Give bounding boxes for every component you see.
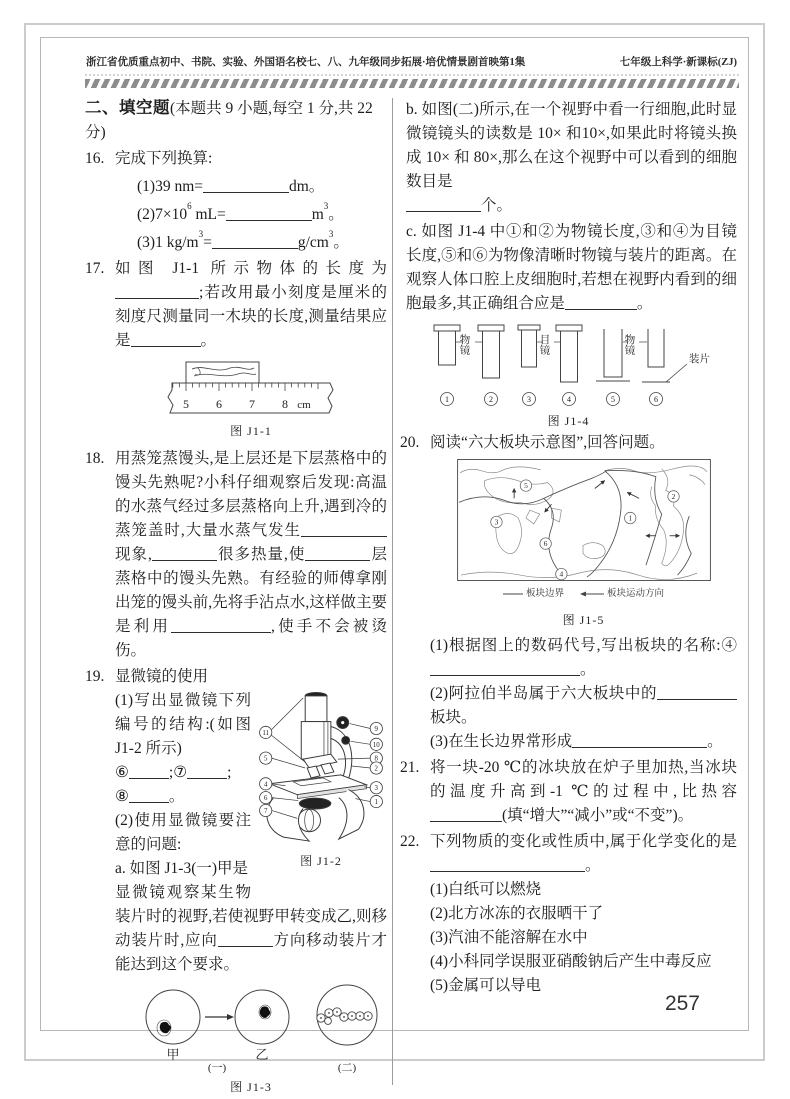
figure-j11 (115, 359, 387, 443)
header-right: 七年级上科学·新课标(ZJ) (619, 57, 737, 68)
svg-text:乙: 乙 (255, 1047, 269, 1062)
svg-text:6: 6 (653, 394, 658, 404)
legend-direction: 板块运动方向 (580, 582, 664, 606)
blank-line (572, 733, 707, 748)
question-17 (85, 257, 387, 445)
section-title-bold: 二、填空题 (85, 98, 170, 117)
plate-map-figure (455, 459, 713, 581)
svg-text:9: 9 (374, 725, 379, 733)
question-16-number: 16. (85, 150, 105, 167)
q19-part1: (1)写出显微镜下列编号的结构:(如图 J1-2 所示) ⑥ ;⑦ ; ⑧ 。 (2)使用显微镜要注意的问题: a. 如图 J1-3(一)甲是 (115, 692, 251, 877)
question-22-number: 22. (400, 833, 420, 850)
svg-text:3: 3 (374, 785, 379, 793)
question-16 (85, 147, 387, 255)
question-21 (400, 756, 737, 828)
question-19 (85, 665, 387, 1099)
svg-text:7: 7 (248, 397, 255, 411)
svg-text:1: 1 (374, 799, 379, 807)
svg-text:3: 3 (494, 517, 498, 527)
svg-text:8: 8 (281, 397, 288, 411)
svg-text:5: 5 (182, 397, 189, 411)
ruler-figure (164, 359, 339, 417)
header-left: 浙江省优质重点初中、书院、实验、外国语名校七、八、九年级同步拓展·培优情景剧首映第1集 (86, 57, 526, 68)
page-number: 257 (664, 992, 700, 1015)
figure-j12-caption: 图 J1-2 (300, 854, 342, 868)
blank-line (565, 295, 637, 310)
wood-block (186, 362, 259, 383)
figure-j15 (430, 459, 737, 632)
q16-sub-1: (1)39 nm= dm。 (137, 178, 325, 195)
question-19-number: 19. (85, 668, 105, 685)
q21-text: 将一块-20 ℃的冰块放在炉子里加热,当冰块的温度升高到-1 ℃的过程中,比热容(填“增大”“减小”或“不变”)。 (430, 759, 737, 824)
question-17-number: 17. (85, 260, 105, 277)
q19-sub-b: b. 如图(二)所示,在一个视野中看一行细胞,此时显微镜镜头的读数是 10× 和10×,如果此时将镜头换成 10× 和 80×,那么在这个视野中可以看到的细胞数目是 个。 (406, 101, 737, 214)
blank-line (212, 234, 298, 249)
q17-text: 如图 J1-1 所示物体的长度为;若改用最小刻度是厘米的刻度尺测量同一木块的长度,测量结果应是 。 (115, 260, 387, 349)
svg-text:目镜: 目镜 (538, 334, 549, 355)
blank-line (152, 546, 217, 561)
svg-text:10: 10 (372, 741, 380, 749)
q22-item-3: (3)汽油不能溶解在水中 (430, 929, 588, 946)
q20-sub-2: (2)阿拉伯半岛属于六大板块中的板块。 (430, 682, 737, 730)
svg-text:4: 4 (263, 781, 268, 789)
svg-text:(二): (二) (337, 1062, 357, 1073)
svg-text:3: 3 (526, 394, 531, 404)
right-column (400, 96, 739, 1099)
svg-text:6: 6 (215, 397, 222, 411)
microscope-view-figure (115, 981, 387, 1073)
blank-line (430, 857, 585, 872)
q19-stem: 显微镜的使用 (115, 668, 209, 685)
column-divider (392, 98, 393, 1085)
hatch-rule (85, 79, 739, 88)
svg-text:6: 6 (543, 539, 547, 549)
microscope-figure (255, 689, 387, 847)
q18-text: 用蒸笼蒸馒头,是上层还是下层蒸格中的馒头先熟呢?小科仔细观察后发现:高温的水蒸气经过多层蒸格向上升,遇到冷的蒸笼盖时,大量水蒸气发生现象, 很多热量,使 层蒸格中的馒头先熟。有经验的师傅拿刚出笼的馒头前,先将手沾点水,这样做主要是利用 ,使手不会被烫伤。 (115, 450, 387, 659)
svg-text:7: 7 (263, 807, 268, 815)
blank-line (203, 178, 289, 193)
dotted-rule (85, 74, 739, 76)
svg-text:2: 2 (374, 765, 379, 773)
svg-text:6: 6 (263, 795, 268, 803)
legend-boundary: 板块边界 (503, 582, 564, 606)
svg-text:1: 1 (627, 513, 632, 523)
svg-text:装片: 装片 (688, 354, 710, 365)
q22-item-2: (2)北方冰冻的衣服晒干了 (430, 905, 604, 922)
q22-item-4: (4)小科同学误服亚硝酸钠后产生中毒反应 (430, 953, 712, 970)
svg-text:5: 5 (610, 394, 615, 404)
blank-line (218, 932, 273, 947)
two-column-layout (85, 96, 739, 1099)
svg-text:2: 2 (488, 394, 493, 404)
blank-line (305, 546, 370, 561)
boundary-line-icon (503, 591, 523, 597)
q20-sub-3: (3)在生长边界常形成 。 (430, 733, 723, 750)
q20-sub-1: (1)根据图上的数码代号,写出板块的名称:④。 (430, 637, 737, 678)
svg-text:11: 11 (262, 729, 270, 737)
svg-text:物镜: 物镜 (623, 334, 634, 355)
question-20 (400, 431, 737, 754)
figure-j14 (400, 320, 737, 429)
figure-j13-caption: 图 J1-3 (230, 1080, 272, 1094)
q20-stem: 阅读“六大板块示意图”,回答问题。 (430, 434, 665, 451)
blank-line (171, 618, 271, 633)
blank-line (226, 206, 312, 221)
svg-text:8: 8 (374, 755, 379, 763)
arrow-line-icon (580, 590, 604, 598)
blank-line (430, 807, 502, 822)
figure-j13 (115, 981, 387, 1099)
question-18-number: 18. (85, 450, 105, 467)
q22-item-1: (1)白纸可以燃烧 (430, 881, 542, 898)
question-22 (400, 830, 737, 998)
figure-j12 (255, 689, 387, 873)
svg-text:4: 4 (559, 569, 563, 579)
left-column (85, 96, 387, 1099)
blank-line (131, 332, 201, 347)
svg-text:1: 1 (444, 394, 449, 404)
svg-text:2: 2 (671, 491, 675, 501)
q22-item-5: (5)金属可以导电 (430, 977, 542, 994)
blank-line (301, 522, 387, 537)
question-21-number: 21. (400, 759, 420, 776)
content-sheet (40, 37, 749, 1094)
svg-text:4: 4 (566, 394, 571, 404)
figure-j11-caption: 图 J1-1 (230, 424, 272, 438)
svg-text:5: 5 (523, 481, 528, 491)
page-header (85, 54, 739, 74)
lens-figure (419, 320, 719, 410)
svg-text:甲: 甲 (166, 1047, 180, 1062)
section-title-rest: (本题共 9 小题,每空 1 分,共 22 分) (85, 100, 373, 141)
map-legend (430, 582, 737, 606)
q16-sub-2: $(2)7\times 10^6$ $mL= m^3$。 (137, 200, 344, 223)
question-18 (85, 447, 387, 663)
q16-sub-3: (3)1 $kg/m^3= g/cm^3$。 (137, 228, 349, 251)
q22-stem: 下列物质的变化或性质中,属于化学变化的是。 (430, 833, 737, 874)
q19-part2: 显微镜观察某生物装片时的视野,若使视野甲转变成乙,则移动装片时,应向 方向移动装片才能达到这个要求。 (115, 884, 387, 973)
svg-text:cm: cm (296, 399, 311, 411)
svg-text:5: 5 (263, 755, 268, 763)
section-title (85, 96, 387, 145)
svg-text:物镜: 物镜 (458, 334, 469, 355)
blank-line (430, 661, 580, 676)
blank-line (129, 788, 169, 803)
svg-text:(一): (一) (207, 1062, 227, 1073)
q16-stem: 完成下列换算: (115, 150, 213, 167)
figure-j14-caption: 图 J1-4 (547, 414, 590, 428)
blank-line (187, 764, 227, 779)
blank-line (115, 284, 199, 299)
figure-j15-caption: 图 J1-5 (562, 613, 605, 627)
blank-line (129, 764, 169, 779)
blank-line (657, 685, 737, 700)
blank-line (406, 197, 481, 212)
question-20-number: 20. (400, 434, 420, 451)
q19-sub-c: c. 如图 J1-4 中①和②为物镜长度,③和④为目镜长度,⑤和⑥为物像清晰时物镜与装片的距离。在观察人体口腔上皮细胞时,若想在视野内看到的细胞最多,其正确组合应是 。 (406, 223, 737, 312)
